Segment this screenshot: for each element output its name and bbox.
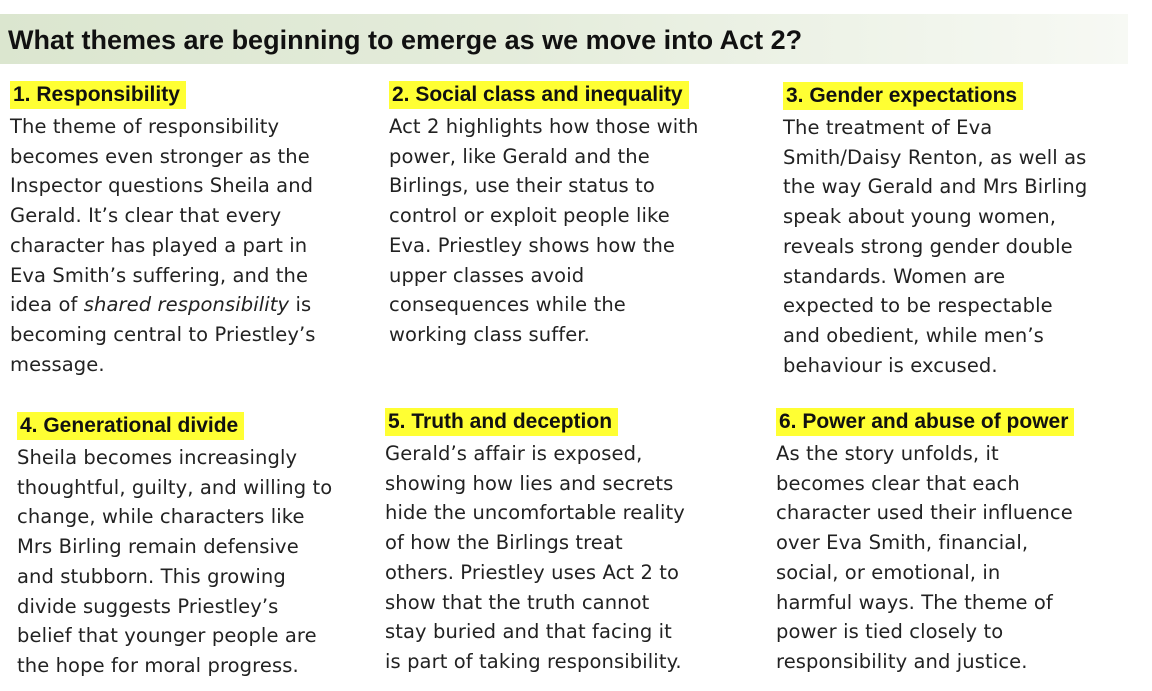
theme-heading: 6. Power and abuse of power	[776, 408, 1074, 436]
text-line: Act 2 highlights how those with	[389, 115, 699, 138]
text-line: Eva. Priestley shows how the	[389, 233, 676, 257]
theme-heading: 4. Generational divide	[17, 412, 244, 440]
text-line-mixed	[10, 290, 380, 320]
theme-heading: 1. Responsibility	[10, 81, 186, 109]
text-line: working class suffer.	[389, 322, 590, 346]
text-line: becoming central to Priestley’s	[10, 322, 316, 346]
text-line: is part of taking responsibility.	[385, 649, 682, 673]
text-line: harmful ways. The theme of	[776, 590, 1053, 614]
text-line: behaviour is excused.	[783, 353, 998, 377]
title-band	[0, 14, 1128, 64]
text-line: message.	[10, 352, 105, 376]
text-line: social, or emotional, in	[776, 560, 1001, 584]
text-line: becomes even stronger as the	[10, 144, 310, 168]
theme-description	[385, 439, 755, 677]
text-line: control or exploit people like	[389, 204, 670, 228]
page-title: What themes are beginning to emerge as we move into Act 2?	[8, 25, 803, 55]
text-line: Gerald’s affair is exposed,	[385, 442, 643, 465]
text-line: divide suggests Priestley’s	[17, 594, 279, 618]
theme-card-generational	[17, 412, 377, 681]
text-line: stay buried and that facing it	[385, 620, 672, 644]
text-line: Eva Smith’s suffering, and the	[10, 263, 309, 287]
text-line: upper classes avoid	[389, 263, 585, 287]
theme-heading: 2. Social class and inequality	[389, 81, 689, 109]
text-line: The theme of responsibility	[10, 115, 280, 138]
text-line: speak about young women,	[783, 205, 1057, 229]
text-line: expected to be respectable	[783, 294, 1053, 318]
text-line: and obedient, while men’s	[783, 323, 1044, 347]
text-line: Mrs Birling remain defensive	[17, 535, 299, 559]
text-line: reveals strong gender double	[783, 234, 1073, 258]
theme-heading: 5. Truth and deception	[385, 408, 618, 436]
theme-card-social-class	[389, 81, 759, 350]
text-line: and stubborn. This growing	[17, 564, 286, 588]
text-line: Gerald. It’s clear that every	[10, 204, 282, 228]
text-line: character used their influence	[776, 501, 1073, 525]
theme-card-responsibility	[10, 81, 380, 379]
text-line: power is tied closely to	[776, 620, 1004, 644]
text-line: Smith/Daisy Renton, as well as	[783, 145, 1087, 169]
theme-description	[10, 112, 380, 379]
theme-description	[776, 439, 1146, 677]
theme-description	[17, 443, 377, 681]
text-line: responsibility and justice.	[776, 649, 1028, 673]
text-line: consequences while the	[389, 293, 626, 317]
text-line: over Eva Smith, financial,	[776, 531, 1029, 555]
theme-description	[389, 112, 759, 350]
text-line: becomes clear that each	[776, 471, 1020, 495]
text-line: character has played a part in	[10, 233, 308, 257]
text-line: belief that younger people are	[17, 624, 317, 648]
text-line: thoughtful, guilty, and willing to	[17, 475, 333, 499]
text-line: others. Priestley uses Act 2 to	[385, 560, 680, 584]
text-line: power, like Gerald and the	[389, 144, 650, 168]
text-line: Birlings, use their status to	[389, 174, 655, 198]
text-fragment: idea of	[10, 293, 78, 317]
theme-card-gender	[783, 82, 1143, 380]
theme-heading: 3. Gender expectations	[783, 82, 1023, 110]
text-line: show that the truth cannot	[385, 590, 650, 614]
text-line: change, while characters like	[17, 505, 305, 529]
emphasized-text: shared responsibility	[83, 293, 290, 317]
text-line: the way Gerald and Mrs Birling	[783, 175, 1088, 199]
text-fragment: is	[295, 293, 312, 317]
text-line: hide the uncomfortable reality	[385, 501, 685, 525]
text-line: showing how lies and secrets	[385, 471, 674, 495]
text-line: of how the Birlings treat	[385, 531, 623, 555]
text-line: standards. Women are	[783, 264, 1006, 288]
text-line: Sheila becomes increasingly	[17, 446, 298, 469]
text-line: Inspector questions Sheila and	[10, 174, 314, 198]
theme-card-truth	[385, 408, 755, 677]
text-line: The treatment of Eva	[783, 116, 993, 139]
text-line: the hope for moral progress.	[17, 653, 299, 677]
theme-description	[783, 113, 1143, 380]
text-line: As the story unfolds, it	[776, 442, 999, 465]
theme-card-power	[776, 408, 1146, 677]
